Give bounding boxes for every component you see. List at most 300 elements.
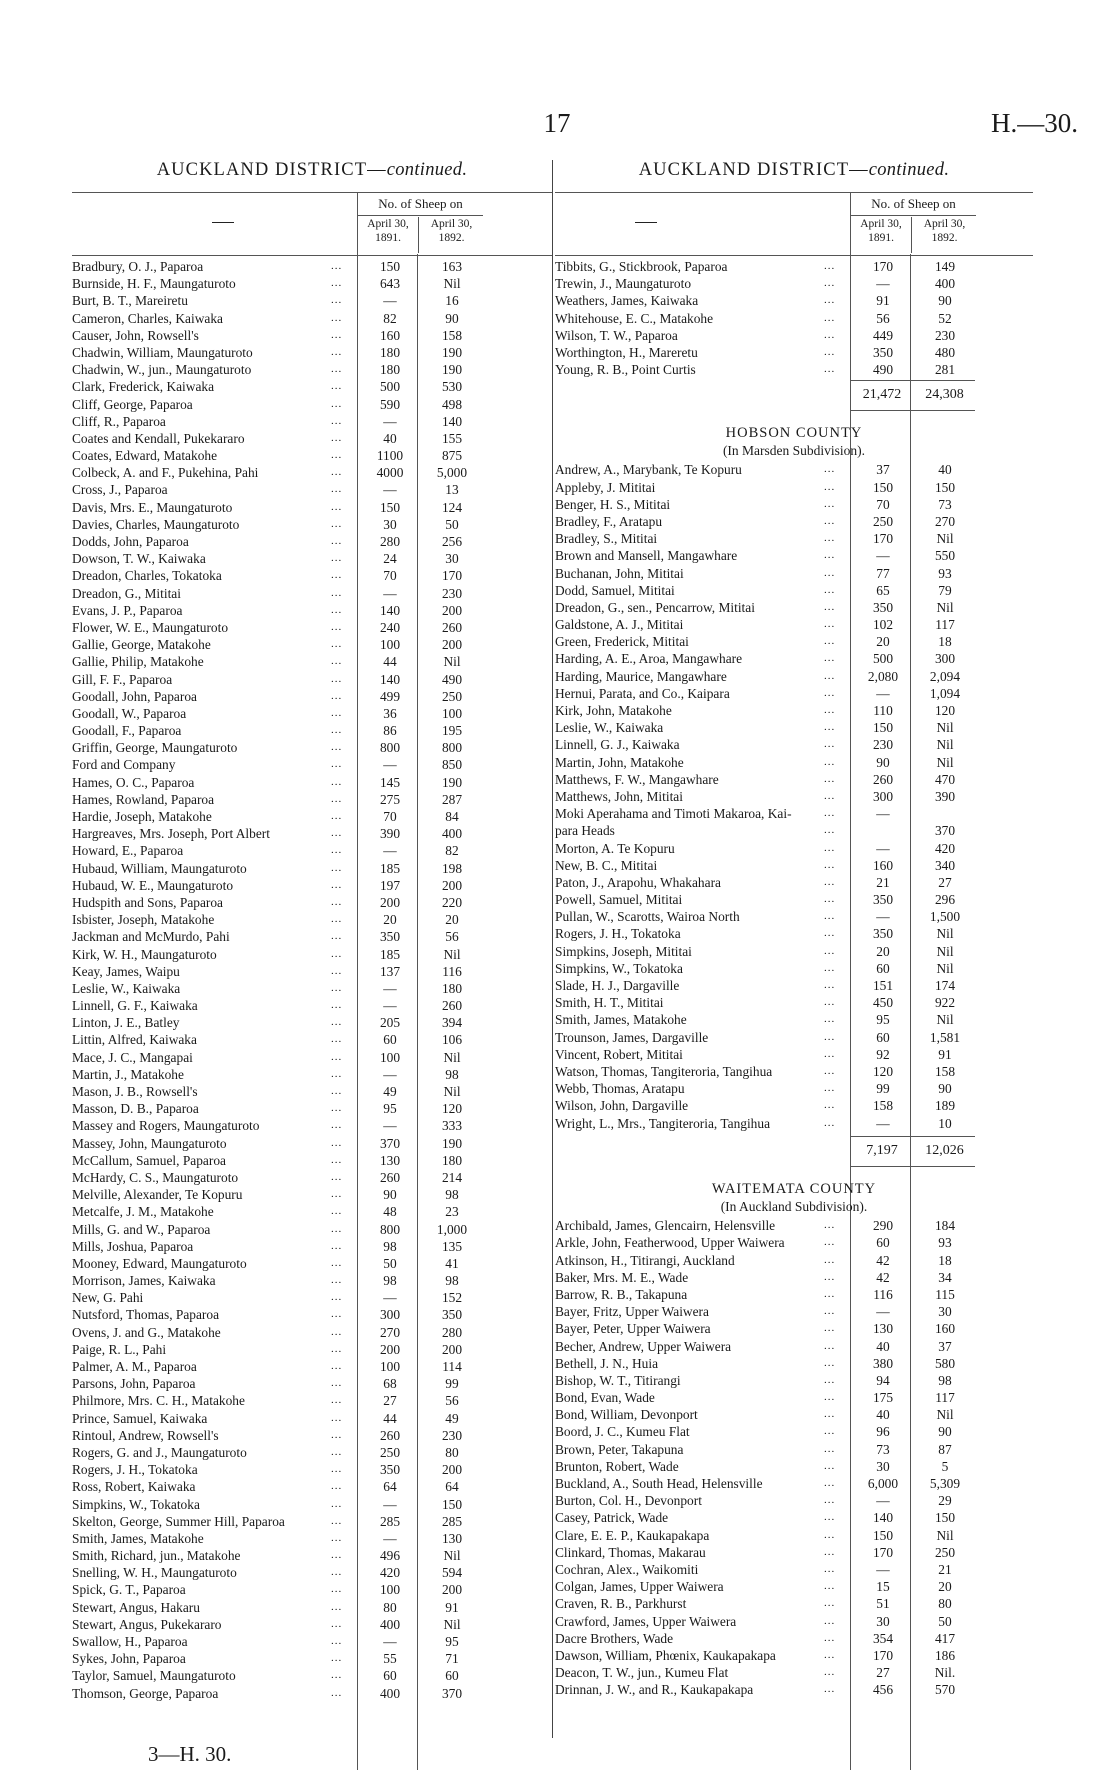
waitemata-row xyxy=(555,1303,1033,1320)
leader-dots: ... xyxy=(331,1136,343,1149)
sheep-1892: 114 xyxy=(442,1359,462,1374)
left-row xyxy=(72,1238,552,1255)
owner-name: Paige, R. L., Pahi xyxy=(72,1341,167,1357)
leader-dots: ... xyxy=(331,1153,343,1166)
left-row xyxy=(72,980,552,997)
sheep-1892: 40 xyxy=(938,462,952,478)
sheep-1892: 184 xyxy=(934,1218,956,1234)
leader-dots: ... xyxy=(331,827,343,840)
leader-dots: ... xyxy=(331,706,343,719)
owner-name: Smith, James, Matakohe xyxy=(72,1530,204,1546)
sheep-1891: 170 xyxy=(872,259,894,274)
leader-dots: ... xyxy=(824,514,836,527)
hobson-row xyxy=(555,650,1033,667)
sheep-1891: 51 xyxy=(876,1596,890,1612)
owner-name: Matthews, John, Mititai xyxy=(555,788,683,804)
leader-dots: ... xyxy=(824,583,836,596)
owner-name: Prince, Samuel, Kaiwaka xyxy=(72,1410,208,1426)
owner-name: Stewart, Angus, Hakaru xyxy=(72,1599,200,1615)
hobson-row xyxy=(555,1029,1033,1046)
waitemata-row xyxy=(555,1372,1033,1389)
sheep-1891: — xyxy=(876,685,890,701)
leader-dots: ... xyxy=(824,1683,836,1696)
sheep-1891: 500 xyxy=(379,379,401,395)
sheep-1892: 5,309 xyxy=(929,1476,961,1491)
left-row xyxy=(72,1461,552,1478)
owner-name: Whitehouse, E. C., Matakohe xyxy=(555,310,714,326)
owner-name: Harding, A. E., Aroa, Mangawhare xyxy=(555,651,743,667)
left-row xyxy=(72,396,552,413)
left-row xyxy=(72,550,552,567)
owner-name: Leslie, W., Kaiwaka xyxy=(72,980,181,996)
leader-dots: ... xyxy=(331,1188,343,1201)
header-sheep-box xyxy=(357,193,483,255)
left-row xyxy=(72,567,552,584)
sheep-1891: 70 xyxy=(383,809,397,824)
owner-name: Burnside, H. F., Maungaturoto xyxy=(72,276,236,292)
leader-dots: ... xyxy=(824,1064,836,1077)
left-row xyxy=(72,1186,552,1203)
sheep-1892: 170 xyxy=(441,568,463,584)
owner-name: Morrison, James, Kaiwaka xyxy=(72,1273,216,1289)
leader-dots: ... xyxy=(824,858,836,871)
sheep-1891: 250 xyxy=(872,513,894,529)
owner-name: Linnell, G. F., Kaiwaka xyxy=(72,998,198,1014)
owner-name: Davies, Charles, Maungaturoto xyxy=(72,516,240,532)
leader-dots: ... xyxy=(824,841,836,854)
owner-name: Stewart, Angus, Pukekararo xyxy=(72,1616,222,1632)
left-row xyxy=(72,275,552,292)
sheep-1892: 530 xyxy=(441,379,463,395)
owner-name: Brunton, Robert, Wade xyxy=(555,1458,679,1474)
waitemata-row xyxy=(555,1544,1033,1561)
owner-name: Snelling, W. H., Maungaturoto xyxy=(72,1565,237,1581)
left-row xyxy=(72,946,552,963)
waitemata-county-heading xyxy=(555,1180,1033,1215)
hobson-row xyxy=(555,822,1033,839)
sheep-1891: 420 xyxy=(379,1565,401,1581)
leader-dots: ... xyxy=(331,414,343,427)
leader-dots: ... xyxy=(824,1322,836,1335)
left-row xyxy=(72,447,552,464)
left-row xyxy=(72,1547,552,1564)
owner-name: Sykes, John, Paparoa xyxy=(72,1651,186,1667)
sheep-1892: 150 xyxy=(441,1496,463,1512)
waitemata-county-subdivision: (In Auckland Subdivision). xyxy=(720,1199,868,1215)
hobson-row xyxy=(555,685,1033,702)
sheep-1891: — xyxy=(383,1290,397,1306)
leader-dots: ... xyxy=(824,824,836,837)
owner-name: Young, R. B., Point Curtis xyxy=(555,362,696,378)
left-row xyxy=(72,413,552,430)
sheep-1891: 137 xyxy=(379,963,401,979)
left-row xyxy=(72,756,552,773)
leader-dots: ... xyxy=(331,689,343,702)
leader-dots: ... xyxy=(824,345,836,358)
hobson-row xyxy=(555,908,1033,925)
leader-dots: ... xyxy=(824,1477,836,1489)
leader-dots: ... xyxy=(824,1408,836,1421)
sheep-1892: 79 xyxy=(938,582,952,598)
owner-name: Dreadon, G., sen., Pencarrow, Mititai xyxy=(555,599,755,615)
owner-name: Bethell, J. N., Huia xyxy=(555,1355,659,1371)
owner-name: Mills, Joshua, Paparoa xyxy=(72,1238,194,1254)
sheep-1891: 86 xyxy=(383,723,397,739)
sheep-1891: 150 xyxy=(872,720,894,736)
hobson-row xyxy=(555,496,1033,513)
sheep-1892: 18 xyxy=(938,634,952,650)
leader-dots: ... xyxy=(824,1459,836,1472)
sheep-1891: 350 xyxy=(872,344,894,360)
leader-dots: ... xyxy=(824,328,836,341)
sheep-1892: 570 xyxy=(934,1682,956,1698)
waitemata-row xyxy=(555,1475,1033,1492)
sheep-1891: 55 xyxy=(383,1651,397,1667)
auckland-total-1892: 24,308 xyxy=(925,387,964,403)
sheep-1891: 60 xyxy=(876,960,890,976)
owner-name: Smith, H. T., Mititai xyxy=(555,995,664,1011)
owner-name: Worthington, H., Mareretu xyxy=(555,344,698,360)
sheep-1892: 260 xyxy=(441,998,463,1014)
owner-name: Wilson, T. W., Paparoa xyxy=(555,327,678,343)
sheep-1891: 42 xyxy=(876,1252,890,1268)
sheep-1892: 155 xyxy=(441,430,463,446)
owner-name: Simpkins, W., Tokatoka xyxy=(555,960,683,976)
sheep-1892: 90 xyxy=(445,310,459,326)
sheep-1892: 52 xyxy=(938,310,952,326)
sheep-1891: 30 xyxy=(383,516,397,532)
owner-name: Morton, A. Te Kopuru xyxy=(555,840,675,856)
sheep-1891: 140 xyxy=(379,602,401,618)
sheep-1892: 140 xyxy=(441,413,463,429)
owner-name: Bond, Evan, Wade xyxy=(555,1390,655,1406)
sheep-1892: Nil. xyxy=(934,1665,956,1681)
sheep-1892: 34 xyxy=(938,1269,952,1285)
leader-dots: ... xyxy=(331,380,343,393)
leader-dots: ... xyxy=(331,1239,343,1252)
sheep-1891: — xyxy=(876,1493,890,1509)
sheep-1891: 140 xyxy=(872,1510,894,1526)
auckland-rows xyxy=(555,258,1033,378)
owner-name: Appleby, J. Mititai xyxy=(555,479,656,495)
sheep-1892: 120 xyxy=(441,1101,463,1117)
left-row xyxy=(72,619,552,636)
sheep-1892: 5,000 xyxy=(436,465,468,481)
left-row xyxy=(72,894,552,911)
sheep-1891: 180 xyxy=(379,362,401,378)
auckland-row xyxy=(555,361,1033,378)
sheep-1892: 200 xyxy=(441,1462,463,1478)
auckland-row xyxy=(555,327,1033,344)
sheep-1891: 290 xyxy=(872,1218,894,1234)
owner-name: Weathers, James, Kaiwaka xyxy=(555,293,699,309)
sheep-1892: 195 xyxy=(441,723,463,739)
owner-name: Benger, H. S., Mititai xyxy=(555,496,671,512)
leader-dots: ... xyxy=(824,721,836,734)
header-dash xyxy=(212,222,234,223)
leader-dots: ... xyxy=(824,260,836,272)
sheep-1892: 180 xyxy=(441,1152,463,1168)
sheep-1892: 50 xyxy=(938,1613,952,1629)
sheep-1891: — xyxy=(876,1115,890,1131)
sheep-1892: Nil xyxy=(936,720,954,736)
hobson-row xyxy=(555,840,1033,857)
owner-name: McHardy, C. S., Maungaturoto xyxy=(72,1169,239,1185)
sheep-1891: 160 xyxy=(379,327,401,343)
owner-name: Cameron, Charles, Kaiwaka xyxy=(72,310,223,326)
sheep-1891: 42 xyxy=(876,1269,890,1285)
left-row xyxy=(72,1117,552,1134)
page-footer: 3—H. 30. xyxy=(148,1742,232,1766)
sheep-1892: Nil xyxy=(936,1527,954,1543)
left-row xyxy=(72,636,552,653)
sheep-1892: 117 xyxy=(935,1390,955,1406)
owner-name: Simpkins, Joseph, Mititai xyxy=(555,943,692,959)
owner-name: Smith, James, Matakohe xyxy=(555,1012,687,1028)
hobson-row xyxy=(555,633,1033,650)
left-row xyxy=(72,1530,552,1547)
sheep-1892: 16 xyxy=(445,293,459,309)
sheep-1891: — xyxy=(383,585,397,601)
leader-dots: ... xyxy=(824,532,836,545)
owner-name: Chadwin, William, Maungaturoto xyxy=(72,344,253,360)
sheep-1891: 110 xyxy=(873,703,893,719)
sheep-1891: 82 xyxy=(383,310,397,326)
leader-dots: ... xyxy=(824,893,836,906)
owner-name: Bradbury, O. J., Paparoa xyxy=(72,259,204,274)
sheep-1891: 150 xyxy=(872,1527,894,1543)
sheep-1892: 190 xyxy=(441,1135,463,1151)
header-april-1892: April 30, 1892. xyxy=(418,217,484,253)
leader-dots: ... xyxy=(331,311,343,324)
sheep-1892: 300 xyxy=(934,651,956,667)
sheep-1892: 135 xyxy=(441,1238,463,1254)
sheep-1892: 13 xyxy=(445,482,459,498)
leader-dots: ... xyxy=(331,672,343,685)
waitemata-row xyxy=(555,1647,1033,1664)
sheep-1892: 280 xyxy=(441,1324,463,1340)
left-row xyxy=(72,705,552,722)
leader-dots: ... xyxy=(331,1428,343,1441)
sheep-1892: 73 xyxy=(938,496,952,512)
leader-dots: ... xyxy=(331,1377,343,1390)
owner-name: Melville, Alexander, Te Kopuru xyxy=(72,1187,243,1203)
sheep-1891: 350 xyxy=(872,599,894,615)
sheep-1892: 200 xyxy=(441,1582,463,1598)
owner-name: Tibbits, G., Stickbrook, Paparoa xyxy=(555,259,728,274)
sheep-1891: 370 xyxy=(379,1135,401,1151)
sheep-1891: 64 xyxy=(383,1479,397,1495)
sheep-1891: 100 xyxy=(379,1049,401,1065)
sheep-1891: 65 xyxy=(876,582,890,598)
owner-name: Hubaud, W. E., Maungaturoto xyxy=(72,877,234,893)
sheep-1891: 185 xyxy=(379,946,401,962)
sheep-1892: 417 xyxy=(934,1630,956,1646)
leader-dots: ... xyxy=(331,1016,343,1029)
owner-name: Nutsford, Thomas, Paparoa xyxy=(72,1307,220,1323)
leader-dots: ... xyxy=(824,1236,836,1249)
owner-name: Linton, J. E., Batley xyxy=(72,1015,180,1031)
owner-name: Rogers, J. H., Tokatoka xyxy=(72,1462,198,1478)
owner-name: McCallum, Samuel, Paparoa xyxy=(72,1152,226,1168)
left-row xyxy=(72,1203,552,1220)
waitemata-row xyxy=(555,1338,1033,1355)
leader-dots: ... xyxy=(824,996,836,1009)
sheep-1892: 287 xyxy=(441,791,463,807)
sheep-1892: 594 xyxy=(441,1565,463,1581)
sheep-1892: 99 xyxy=(445,1376,459,1392)
sheep-1892: 150 xyxy=(934,1510,956,1526)
hobson-row xyxy=(555,1080,1033,1097)
leader-dots: ... xyxy=(331,345,343,358)
left-row xyxy=(72,1650,552,1667)
sheep-1892: 922 xyxy=(934,995,956,1011)
sheep-1891: 98 xyxy=(383,1238,397,1254)
owner-name: Hudspith and Sons, Paparoa xyxy=(72,894,224,910)
owner-name: Burton, Col. H., Devonport xyxy=(555,1493,702,1509)
owner-name: Rogers, G. and J., Maungaturoto xyxy=(72,1444,247,1460)
leader-dots: ... xyxy=(824,294,836,307)
leader-dots: ... xyxy=(331,724,343,737)
left-row xyxy=(72,258,552,275)
sheep-1892: 91 xyxy=(445,1599,459,1615)
sheep-1891: 151 xyxy=(872,978,894,994)
sheep-1891: 92 xyxy=(876,1046,890,1062)
left-row xyxy=(72,1083,552,1100)
sheep-1891: 260 xyxy=(379,1169,401,1185)
leader-dots: ... xyxy=(331,1394,343,1407)
sheep-1891: 590 xyxy=(379,396,401,412)
waitemata-row xyxy=(555,1561,1033,1578)
left-row xyxy=(72,1221,552,1238)
sheep-1892: 158 xyxy=(441,327,463,343)
leader-dots: ... xyxy=(331,552,343,565)
owner-name: Trounson, James, Dargaville xyxy=(555,1029,709,1045)
owner-name: Kirk, John, Matakohe xyxy=(555,703,672,719)
sheep-1892: 87 xyxy=(938,1441,952,1457)
waitemata-row xyxy=(555,1578,1033,1595)
owner-name: Brown and Mansell, Mangawhare xyxy=(555,548,738,564)
sheep-1892: 98 xyxy=(445,1066,459,1082)
leader-dots: ... xyxy=(331,1256,343,1269)
sheep-1891: — xyxy=(383,1634,397,1649)
sheep-1891: 205 xyxy=(379,1015,401,1031)
sheep-1891: 449 xyxy=(872,327,894,343)
hobson-total-1891: 7,197 xyxy=(866,1143,898,1159)
hobson-row xyxy=(555,547,1033,564)
sheep-1892: Nil xyxy=(936,754,954,770)
leader-dots: ... xyxy=(824,1597,836,1610)
sheep-1891: 60 xyxy=(383,1668,397,1684)
owner-name: Coates, Edward, Matakohe xyxy=(72,448,218,464)
sheep-1892: 875 xyxy=(441,448,463,464)
leader-dots: ... xyxy=(824,497,836,510)
sheep-1891: 90 xyxy=(383,1187,397,1203)
sheep-1891: 40 xyxy=(876,1338,890,1354)
sheep-1891: 800 xyxy=(379,740,401,756)
auckland-row xyxy=(555,275,1033,292)
hobson-row xyxy=(555,599,1033,616)
owner-name: Webb, Thomas, Aratapu xyxy=(555,1081,685,1097)
left-row xyxy=(72,688,552,705)
leader-dots: ... xyxy=(331,1463,343,1476)
sheep-1891: 185 xyxy=(379,860,401,876)
sheep-1891: 354 xyxy=(872,1630,894,1646)
owner-name: Littin, Alfred, Kaiwaka xyxy=(72,1032,197,1048)
sheep-1892: 186 xyxy=(934,1647,956,1663)
sheep-1891: 2,080 xyxy=(867,668,899,684)
hobson-row xyxy=(555,754,1033,771)
owner-name: Spick, G. T., Paparoa xyxy=(72,1582,186,1598)
left-row xyxy=(72,825,552,842)
leader-dots: ... xyxy=(824,1545,836,1558)
sheep-1892: 1,581 xyxy=(929,1029,961,1045)
header-sheep-label: No. of Sheep on xyxy=(851,193,976,216)
owner-name: Clare, E. E. P., Kaukapakapa xyxy=(555,1527,710,1543)
hobson-row xyxy=(555,479,1033,496)
left-row xyxy=(72,430,552,447)
left-row xyxy=(72,722,552,739)
hobson-row xyxy=(555,668,1033,685)
owner-name: Hubaud, William, Maungaturoto xyxy=(72,860,247,876)
hobson-row xyxy=(555,616,1033,633)
leader-dots: ... xyxy=(331,1635,343,1647)
sheep-1892: 390 xyxy=(934,788,956,804)
sheep-1891: 145 xyxy=(379,774,401,790)
leader-dots: ... xyxy=(331,1531,343,1544)
sheep-1891: — xyxy=(383,980,397,996)
leader-dots: ... xyxy=(824,549,836,562)
waitemata-row xyxy=(555,1217,1033,1234)
leader-dots: ... xyxy=(331,741,343,754)
leader-dots: ... xyxy=(331,1497,343,1510)
owner-name: Hargreaves, Mrs. Joseph, Port Albert xyxy=(72,826,270,842)
sheep-1891: 15 xyxy=(876,1579,890,1595)
leader-dots: ... xyxy=(331,397,343,410)
sheep-1891: 500 xyxy=(872,651,894,667)
auckland-total-rule xyxy=(850,380,975,381)
auckland-total-1891: 21,472 xyxy=(862,387,902,403)
sheep-1892: 498 xyxy=(441,396,463,412)
sheep-1892: 98 xyxy=(445,1273,459,1289)
leader-dots: ... xyxy=(331,1119,343,1132)
left-row xyxy=(72,310,552,327)
owner-name: Martin, John, Matakohe xyxy=(555,754,684,770)
sheep-1892: 800 xyxy=(441,740,463,756)
leader-dots: ... xyxy=(331,1617,343,1630)
left-row xyxy=(72,1272,552,1289)
owner-name: Massey and Rogers, Maungaturoto xyxy=(72,1118,260,1134)
page-reference: H.—30. xyxy=(991,108,1078,138)
left-row xyxy=(72,928,552,945)
sheep-1891: 140 xyxy=(379,671,401,687)
sheep-1891: 91 xyxy=(876,293,890,309)
sheep-1891: 4000 xyxy=(376,465,404,481)
sheep-1891: 44 xyxy=(383,1410,397,1426)
sheep-1891: — xyxy=(876,548,890,564)
sheep-1892: 250 xyxy=(441,688,463,704)
waitemata-row xyxy=(555,1527,1033,1544)
leader-dots: ... xyxy=(331,1291,343,1304)
sheep-1892: Nil xyxy=(936,531,954,547)
owner-name: Brown, Peter, Takapuna xyxy=(555,1441,684,1457)
hobson-row xyxy=(555,943,1033,960)
leader-dots: ... xyxy=(824,910,836,923)
left-row xyxy=(72,911,552,928)
left-row xyxy=(72,602,552,619)
sheep-1891: 95 xyxy=(876,1012,890,1028)
sheep-1892: 190 xyxy=(441,362,463,378)
